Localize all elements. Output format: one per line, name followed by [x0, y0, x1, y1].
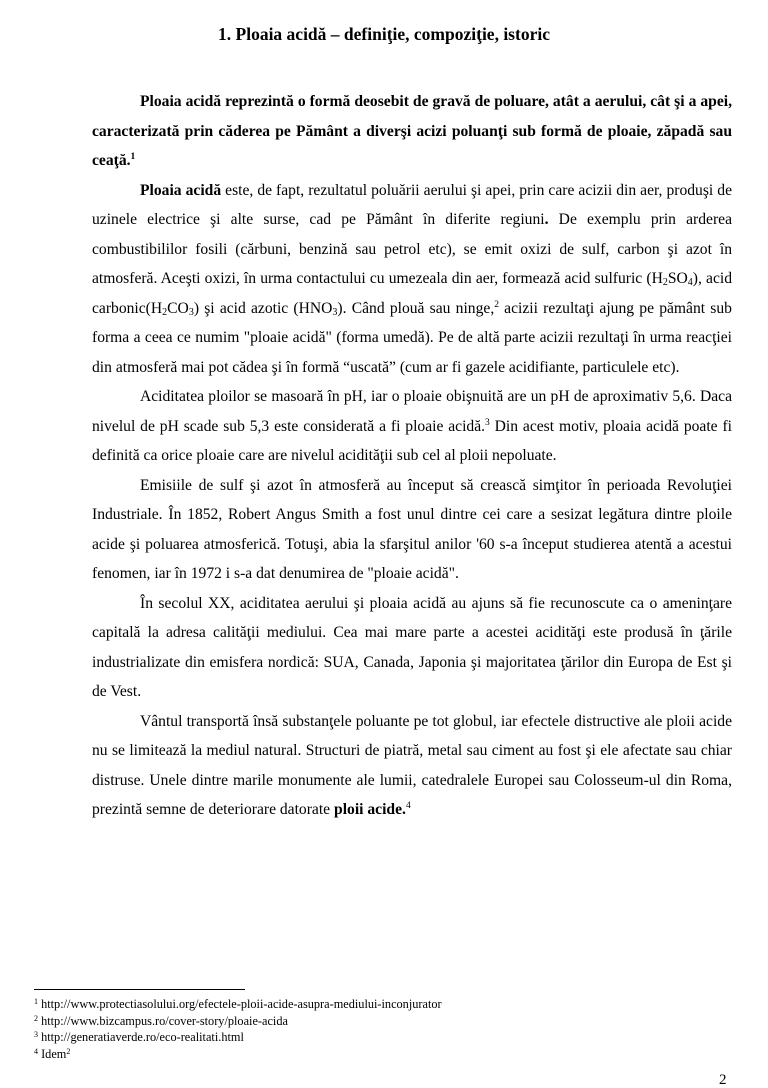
subscript: 2 — [662, 277, 668, 288]
footnote-number: 4 — [34, 1046, 38, 1056]
text-run: Aciditatea ploilor se masoară în pH, iar o ploaie obişnuită are un pH de aproximativ 5,6. Daca nivelul de pH scade sub 5,3 este considerată a fi ploaie acidă. — [92, 388, 732, 435]
footnote-1 — [34, 996, 734, 1013]
text-run: SO — [667, 270, 688, 287]
paragraph-twentieth-century: În secolul XX, aciditatea aerului şi ploaia acidă au ajuns să fie recunoscute ca o ameninţare capitală la adresa calităţii mediului. Cea mai mare parte a acestei acidităţi este produsă în ţările industrializate din emisfera nordică: SUA, Canada, Japonia şi majoritatea ţărilor din Europa de Est şi de Vest. — [92, 594, 732, 700]
paragraph-intro — [92, 87, 732, 176]
chapter-title: 1. Ploaia acidă – definiţie, compoziţie, istoric — [218, 24, 550, 44]
footnotes — [34, 996, 734, 1062]
footnote-link[interactable]: http://generatiaverde.ro/eco-realitati.html — [38, 1030, 244, 1045]
subscript: 4 — [687, 277, 693, 288]
text-run: Vântul transportă însă substanţele poluante pe tot globul, iar efectele distructive ale ploii acide nu se limitează la mediul natural. Structuri de piatră, metal sau ciment au fost şi ele afectate sau chiar distruse. Unele dintre marile monumente ale lumii, catedralele Europei sau Colosseum-ul din Roma, prezintă semne de deteriorare datorate — [92, 712, 732, 818]
paragraph-definition — [92, 176, 732, 383]
footnote-link[interactable]: http://www.protectiasolului.org/efectele-ploii-acide-asupra-mediului-inconjurator — [38, 997, 442, 1011]
intro-text: Ploaia acidă reprezintă o formă deosebit de gravă de poluare, atât a aerului, cât şi a apei, caracterizată prin căderea pe Pământ a diverşi acizi poluanţi sub formă de ploaie, zăpadă sau ceaţă. — [92, 93, 732, 169]
text-run: acizii rezultaţi ajung pe pământ sub forma a ceea ce numim "ploaie acidă" (forma umedă). Pe de altă parte acizii rezultaţi în urma reacţiei din atmosferă mai pot cădea şi în formă “uscată” (cum ar fi gazele acidifiante, particulele etc). — [92, 299, 732, 376]
footnote-cross-ref[interactable]: 2 — [66, 1046, 71, 1056]
page-number: 2 — [719, 1072, 727, 1088]
footnote-text: Idem — [38, 1046, 67, 1061]
text-run: este, de fapt, rezultatul poluării aerului şi apei, prin care acizii din aer, produşi de uzinele electrice şi alte surse, cad pe Pământ în diferite regiuni — [92, 181, 732, 228]
text-run: De exemplu prin arderea combustibililor fosili (cărbuni, benzină sau petrol etc), se emit oxizi de sulf, carbon şi azot în atmosferă. Aceşti oxizi, în urma contactului cu umezeala din aer, formează acid sulfuric (H — [92, 211, 732, 287]
footnote-separator — [34, 989, 245, 990]
footnote-number: 1 — [34, 997, 38, 1006]
text-run: ), acid carbonic(H — [92, 270, 733, 317]
footnote-number: 3 — [34, 1030, 38, 1040]
subscript: 3 — [188, 306, 194, 318]
text-run: ). Când plouă sau ninge, — [337, 299, 495, 317]
footnote-number: 2 — [34, 1013, 38, 1023]
text-run: CO — [167, 299, 189, 317]
bold-period: . — [544, 211, 549, 228]
footnote-ref-1[interactable]: 1 — [130, 152, 136, 162]
text-run: Din acest motiv, ploaia acidă poate fi definită ca orice ploaie care are nivelul acidităţii sub cel al ploii nepoluate. — [92, 417, 732, 464]
footnote-3 — [34, 1029, 734, 1046]
lead-term: Ploaia acidă — [140, 181, 222, 199]
footnote-ref-2[interactable]: 2 — [494, 299, 499, 310]
bold-term: ploii acide. — [334, 801, 406, 818]
text-run: ) şi acid azotic (HNO — [193, 299, 333, 317]
footnote-link[interactable]: http://www.bizcampus.ro/cover-story/ploaie-acida — [38, 1013, 288, 1028]
paragraph-history: Emisiile de sulf şi azot în atmosferă au început să crească simţitor în perioada Revoluţiei Industriale. În 1852, Robert Angus Smith a fost unul dintre cei care a sesizat legătura dintre ploile acide şi poluarea atmosferică. Totuşi, abia la sfarşitul anilor '60 s-a început studierea atentă a acestui fenomen, iar în 1972 i s-a dat denumirea de "ploaie acidă". — [92, 476, 732, 582]
subscript: 3 — [332, 306, 338, 318]
footnote-ref-4[interactable]: 4 — [405, 801, 411, 811]
subscript: 2 — [162, 306, 168, 318]
footnote-ref-3[interactable]: 3 — [485, 417, 490, 428]
body-text — [92, 87, 732, 825]
footnote-4 — [34, 1046, 734, 1063]
footnote-2 — [34, 1013, 734, 1030]
paragraph-effects — [92, 707, 732, 825]
paragraph-ph — [92, 382, 732, 471]
